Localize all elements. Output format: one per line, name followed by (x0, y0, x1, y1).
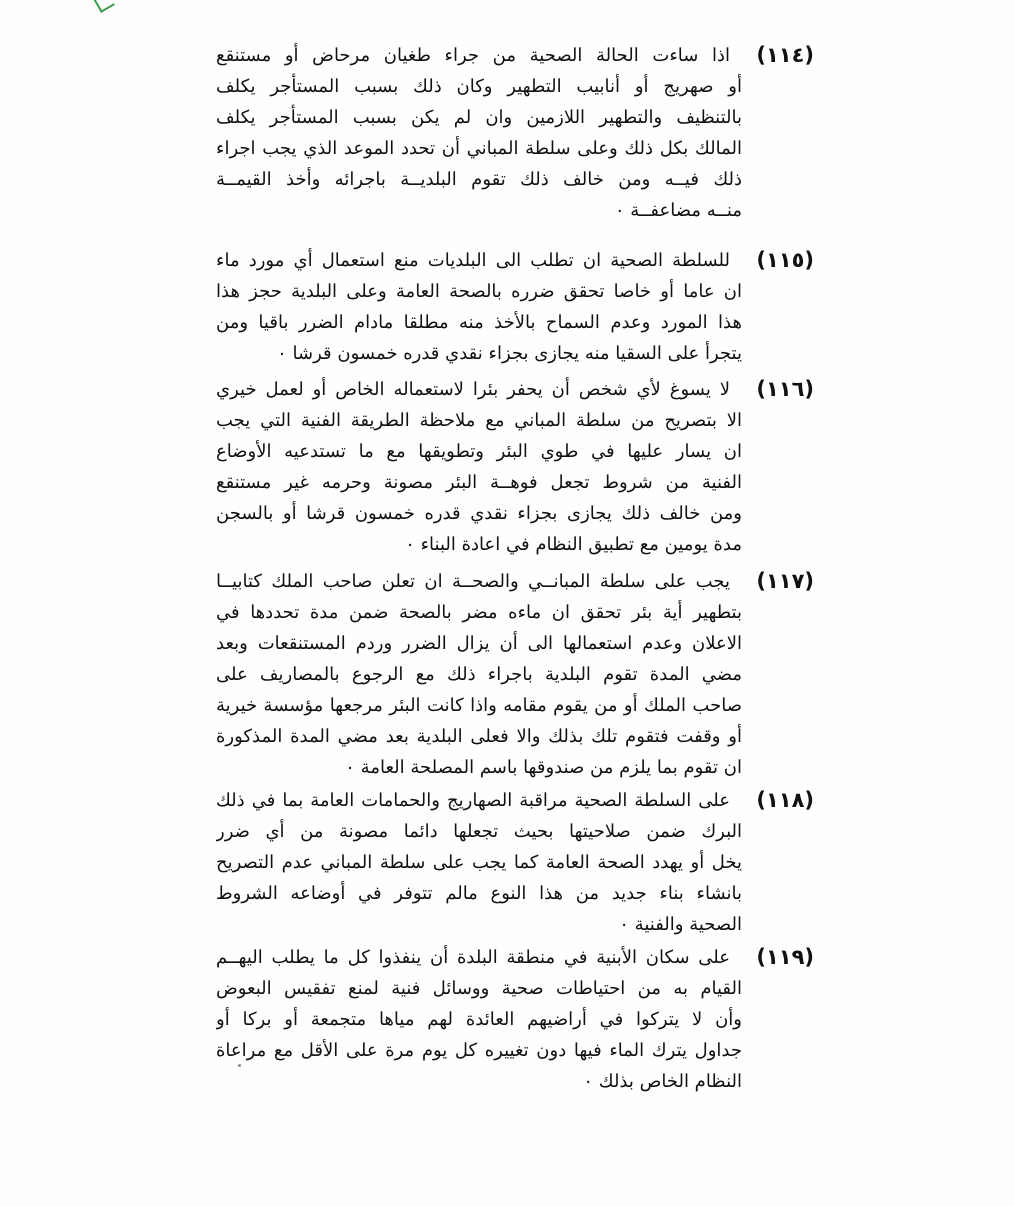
article-line: أو صهريج أو أنابيب التطهير وكان ذلك بسبب المستأجر يكلف (216, 76, 742, 97)
article-line: للسلطة الصحية ان تطلب الى البلديات منع استعمال أي مورد ماء (216, 250, 730, 271)
article-number: (١١٤) (756, 43, 814, 67)
article-line: على سكان الأبنية في منطقة البلدة أن ينفذوا كل ما يطلب اليهــم (216, 947, 730, 968)
article-line: ذلك فيــه ومن خالف ذلك تقوم البلديــة باجرائه وأخذ القيمــة (216, 169, 742, 190)
article-line: ان يسار عليها في طوي البئر وتطويقها مع ما تستدعيه الأوضاع (216, 441, 742, 462)
article-line: يتجرأ على السقيا منه يجازى بجزاء نقدي قدره خمسون قرشا ٠ (277, 343, 742, 364)
article-number: (١١٥) (756, 248, 814, 272)
article-line: على السلطة الصحية مراقبة الصهاريج والحمامات العامة بما في ذلك (216, 790, 730, 811)
article-line: الصحية والفنية ٠ (619, 914, 742, 935)
article-line: النظام الخاص بذلك ٠ (583, 1071, 742, 1092)
article-line: مضي المدة تقوم البلدية باجراء ذلك مع الرجوع بالمصاريف على (216, 664, 742, 685)
article-line: منــه مضاعفــة ٠ (614, 200, 742, 221)
article-line: البرك ضمن صلاحيتها بحيث تجعلها دائما مصونة من أي ضرر (216, 821, 742, 842)
article-line: بانشاء بناء جديد من هذا النوع مالم تتوفر في أوضاعه الشروط (216, 883, 742, 904)
article-number: (١١٨) (756, 788, 814, 812)
article-line: ان تقوم بما يلزم من صندوقها باسم المصلحة العامة ٠ (345, 757, 742, 778)
article-line: مدة يومين مع تطبيق النظام في اعادة البناء ٠ (405, 534, 742, 555)
article-line: جداول يترك الماء فيها دون تغييره كل يوم مرة على الأقل مع مراعاة (216, 1040, 742, 1061)
article-line: هذا المورد وعدم السماح بالأخذ منه مطلقا مادام الضرر باقيا ومن (216, 312, 742, 333)
article-line: المالك بكل ذلك وعلى سلطة المباني أن تحدد الموعد الذي يجب اجراء (216, 138, 742, 159)
corner-mark (93, 0, 115, 13)
article-line: اذا ساءت الحالة الصحية من جراء طغيان مرحاض أو مستنقع (216, 45, 730, 66)
article-number: (١١٦) (756, 377, 814, 401)
article-line: صاحب الملك أو من يقوم مقامه واذا كانت البئر مرجعها مؤسسة خيرية (216, 695, 742, 716)
article-line: القيام به من احتياطات صحية ووسائل فنية لمنع تفقيس البعوض (216, 978, 742, 999)
article-number: (١١٩) (756, 945, 814, 969)
article-line: الا بتصريح من سلطة المباني مع ملاحظة الطريقة الفنية التي يجب (216, 410, 742, 431)
article-line: ومن خالف ذلك يجازى بجزاء نقدي قدره خمسون قرشا أو بالسجن (216, 503, 742, 524)
article-line: يخل أو يهدد الصحة العامة كما يجب على سلطة المباني عدم التصريح (216, 852, 742, 873)
article-line: الاعلان وعدم استعمالها الى أن يزال الضرر وردم المستنقعات وبعد (216, 633, 742, 654)
scan-speck (238, 1064, 241, 1067)
article-line: بالتنظيف والتطهير اللازمين وان لم يكن بسبب المستأجر يكلف (216, 107, 742, 128)
article-line: بتطهير أية بئر تحقق ان ماءه مضر بالصحة ضمن مدة تحددها في (216, 602, 742, 623)
article-line: لا يسوغ لأي شخص أن يحفر بئرا لاستعماله الخاص أو لعمل خيري (216, 379, 730, 400)
article-line: أو وقفت فتقوم تلك بذلك والا فعلى البلدية بعد مضي المدة المذكورة (216, 726, 742, 747)
article-line: وأن لا يتركوا في أراضيهم العائدة لهم مياها متجمعة أو بركا أو (216, 1009, 742, 1030)
article-line: يجب على سلطة المبانــي والصحــة ان تعلن صاحب الملك كتابيــا (216, 571, 730, 592)
article-number: (١١٧) (756, 569, 814, 593)
article-line: ان عاما أو خاصا تحقق ضرره بالصحة العامة وعلى البلدية حجز هذا (216, 281, 742, 302)
article-line: الفنية من شروط تجعل فوهــة البئر مصونة وحرمه غير مستنقع (216, 472, 742, 493)
